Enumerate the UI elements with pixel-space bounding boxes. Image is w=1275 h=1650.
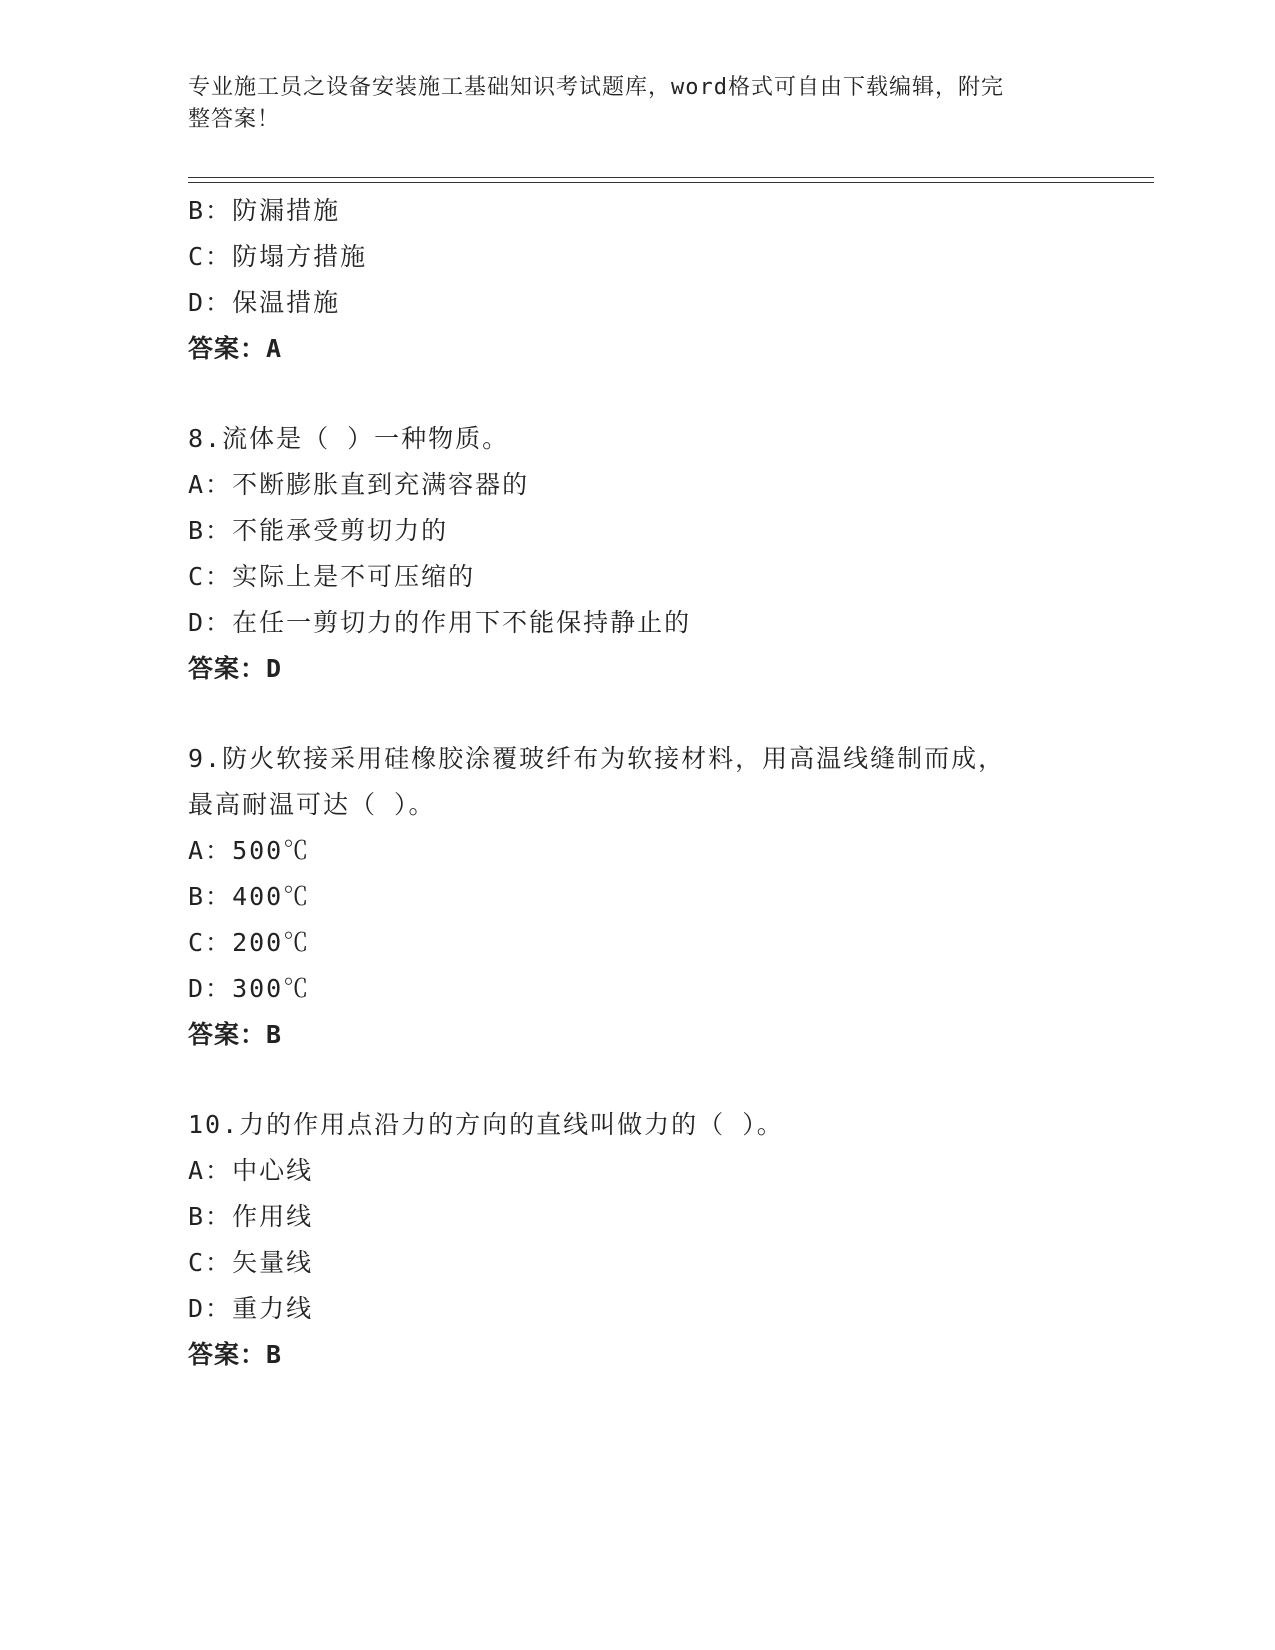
header-divider-top <box>188 177 1154 178</box>
spacer <box>188 692 1148 736</box>
question-stem-line-1: 9.防火软接采用硅橡胶涂覆玻纤布为软接材料，用高温线缝制而成， <box>188 744 1006 773</box>
option-text: 200℃ <box>232 928 311 957</box>
option-label: B： <box>188 882 233 911</box>
option-text: 500℃ <box>232 836 311 865</box>
option-text: 矢量线 <box>232 1248 314 1277</box>
question-10 <box>188 1102 1148 1378</box>
option-text: 400℃ <box>232 882 311 911</box>
question-9 <box>188 736 1148 1058</box>
option-a <box>188 1148 1148 1194</box>
option-label: D： <box>188 288 233 317</box>
question-stem: 10.力的作用点沿力的方向的直线叫做力的（ ）。 <box>188 1110 784 1139</box>
option-label: D： <box>188 974 233 1003</box>
option-text: 在任一剪切力的作用下不能保持静止的 <box>232 608 692 637</box>
option-text: 防漏措施 <box>232 196 341 225</box>
question-8 <box>188 416 1148 692</box>
option-label: C： <box>188 242 233 271</box>
question-stem-line-2: 最高耐温可达（ ）。 <box>188 790 436 819</box>
option-c <box>188 554 1148 600</box>
option-text: 中心线 <box>232 1156 314 1185</box>
option-label: D： <box>188 1294 233 1323</box>
option-label: A： <box>188 836 233 865</box>
option-label: C： <box>188 562 233 591</box>
option-label: C： <box>188 928 233 957</box>
answer-line: 答案：B <box>188 1020 283 1049</box>
option-label: A： <box>188 1156 233 1185</box>
option-c <box>188 234 1148 280</box>
option-d <box>188 1286 1148 1332</box>
option-text: 不能承受剪切力的 <box>232 516 449 545</box>
option-b <box>188 874 1148 920</box>
option-label: A： <box>188 470 233 499</box>
option-b <box>188 1194 1148 1240</box>
option-a <box>188 462 1148 508</box>
option-text: 保温措施 <box>232 288 341 317</box>
option-label: D： <box>188 608 233 637</box>
option-label: B： <box>188 1202 233 1231</box>
answer-line: 答案：B <box>188 1340 283 1369</box>
option-b <box>188 508 1148 554</box>
option-text: 不断膨胀直到充满容器的 <box>232 470 530 499</box>
spacer <box>188 372 1148 416</box>
option-d <box>188 600 1148 646</box>
document-header <box>188 72 1068 136</box>
answer-line: 答案：A <box>188 334 283 363</box>
option-label: B： <box>188 196 233 225</box>
option-text: 实际上是不可压缩的 <box>232 562 476 591</box>
question-list <box>188 188 1148 1378</box>
option-a <box>188 828 1148 874</box>
option-text: 重力线 <box>232 1294 314 1323</box>
option-label: B： <box>188 516 233 545</box>
option-c <box>188 1240 1148 1286</box>
question-stem: 8.流体是（ ）一种物质。 <box>188 424 510 453</box>
answer-line: 答案：D <box>188 654 283 683</box>
header-line-2: 整答案！ <box>188 107 281 132</box>
option-label: C： <box>188 1248 233 1277</box>
option-b <box>188 188 1148 234</box>
header-divider-bottom <box>188 182 1154 183</box>
option-text: 300℃ <box>232 974 311 1003</box>
option-c <box>188 920 1148 966</box>
option-text: 作用线 <box>232 1202 314 1231</box>
option-d <box>188 280 1148 326</box>
header-line-1: 专业施工员之设备安装施工基础知识考试题库，word格式可自由下载编辑，附完 <box>188 75 1004 100</box>
option-text: 防塌方措施 <box>232 242 368 271</box>
question-7-continued <box>188 188 1148 372</box>
option-d <box>188 966 1148 1012</box>
spacer <box>188 1058 1148 1102</box>
